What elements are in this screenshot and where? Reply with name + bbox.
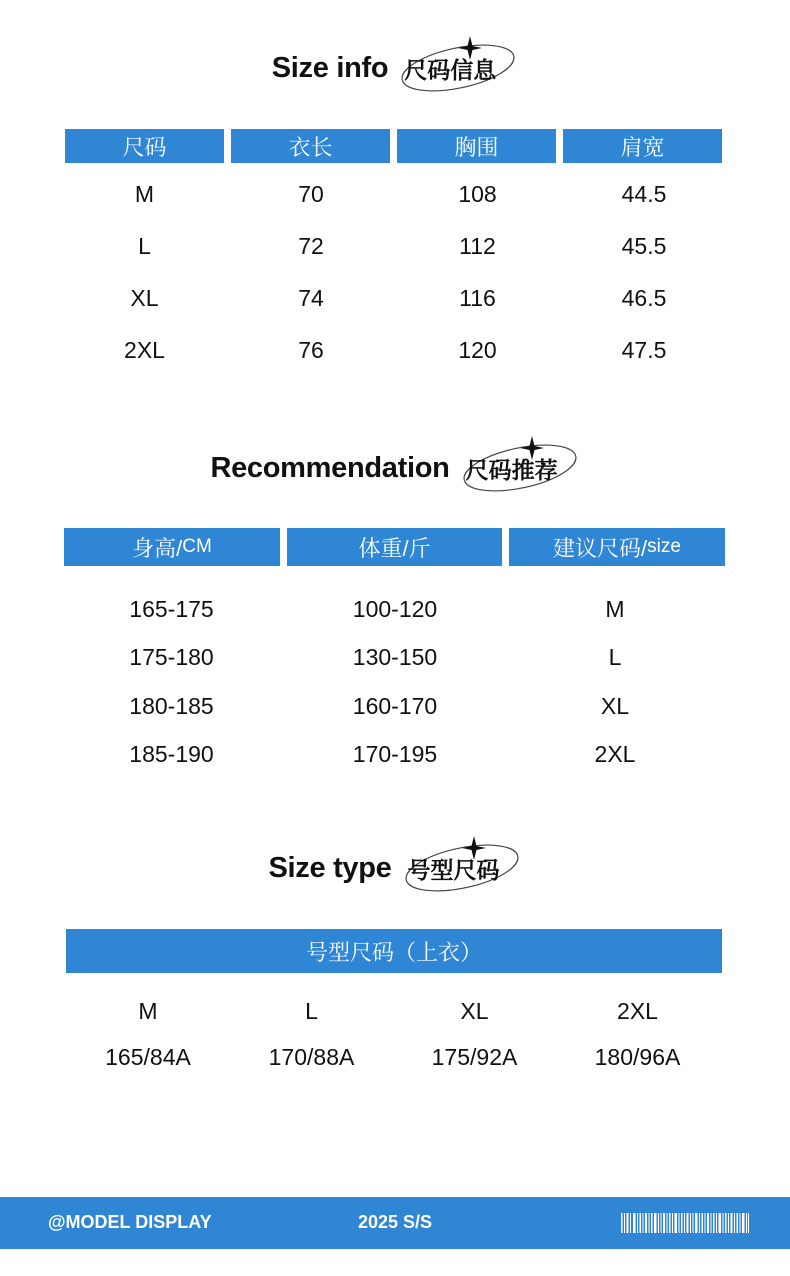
barcode-icon — [621, 1213, 749, 1233]
table-cell: 116 — [459, 284, 496, 311]
table-cell: 46.5 — [621, 284, 667, 311]
recommendation-title-zh: 尺码推荐 — [465, 456, 558, 483]
size-type-title-zh-wrap — [404, 836, 522, 900]
table-cell: 185-190 — [129, 741, 214, 768]
footer-season: 2025 S/S — [357, 1212, 433, 1232]
recommendation-title-en: Recommendation — [210, 451, 450, 484]
size-info-table — [61, 168, 727, 376]
table-cell: 74 — [298, 284, 324, 311]
header-unit: CM — [182, 536, 212, 557]
table-row — [61, 168, 727, 220]
size-type-header — [66, 929, 722, 973]
table-row — [64, 585, 719, 634]
table-row — [66, 1034, 719, 1080]
table-cell: 130-150 — [352, 644, 438, 671]
table-cell: L — [608, 644, 622, 671]
size-info-title-zh-wrap — [400, 36, 518, 100]
table-cell: 2XL — [594, 741, 636, 768]
table-cell: 165/84A — [105, 1043, 191, 1070]
table-cell: 100-120 — [352, 595, 438, 622]
table-cell: XL — [600, 692, 630, 719]
size-info-title-en: Size info — [271, 51, 389, 84]
table-cell: 76 — [298, 336, 324, 363]
recommendation-title — [0, 436, 790, 500]
table-cell: 180-185 — [129, 692, 214, 719]
header-text: 体重/斤 — [358, 535, 431, 561]
table-cell: L — [138, 232, 151, 259]
table-cell: 2XL — [617, 997, 658, 1024]
table-row — [61, 272, 727, 324]
size-type-title — [0, 836, 790, 900]
header-text: 建议尺码/ — [553, 535, 648, 561]
table-cell: M — [605, 595, 625, 622]
recommendation-header-cell — [287, 528, 502, 566]
table-row — [64, 731, 719, 780]
size-info-title-zh: 尺码信息 — [404, 56, 497, 83]
size-info-header-cell: 肩宽 — [563, 129, 722, 163]
table-row — [61, 324, 727, 376]
table-row — [66, 988, 719, 1034]
table-cell: XL — [130, 284, 159, 311]
size-info-header-cell: 尺码 — [65, 129, 224, 163]
recommendation-header — [64, 528, 725, 566]
table-cell: 170-195 — [352, 741, 438, 768]
table-cell: 72 — [298, 232, 324, 259]
size-info-title — [0, 36, 790, 100]
size-type-table — [66, 988, 719, 1080]
table-cell: XL — [460, 997, 489, 1024]
table-row — [64, 634, 719, 683]
table-cell: 70 — [298, 180, 324, 207]
footer-bar — [0, 1197, 790, 1249]
table-cell: 112 — [459, 232, 496, 259]
table-cell: 120 — [458, 336, 497, 363]
table-cell: 170/88A — [268, 1043, 355, 1070]
table-cell: 108 — [458, 180, 497, 207]
recommendation-header-cell — [509, 528, 725, 566]
table-cell: 175-180 — [129, 644, 214, 671]
table-cell: 160-170 — [352, 692, 438, 719]
recommendation-title-zh-wrap — [462, 436, 580, 500]
table-cell: 165-175 — [129, 595, 214, 622]
table-cell: 45.5 — [621, 232, 667, 259]
size-type-header-cell: 号型尺码（上衣） — [66, 929, 722, 973]
table-cell: 175/92A — [431, 1043, 518, 1070]
table-cell: 2XL — [124, 336, 165, 363]
table-cell: 44.5 — [621, 180, 667, 207]
table-row — [61, 220, 727, 272]
table-cell: 47.5 — [621, 336, 667, 363]
size-info-header — [65, 129, 722, 163]
size-type-title-zh: 号型尺码 — [407, 856, 500, 883]
table-cell: 180/96A — [594, 1043, 681, 1070]
size-type-title-en: Size type — [268, 851, 392, 884]
header-text: 身高/ — [132, 535, 183, 561]
recommendation-header-cell — [64, 528, 280, 566]
recommendation-table — [64, 585, 719, 779]
table-cell: M — [134, 180, 155, 207]
table-cell: M — [138, 997, 158, 1024]
header-unit: size — [647, 536, 681, 557]
footer-model-display: @MODEL DISPLAY — [48, 1212, 212, 1232]
size-info-header-cell: 衣长 — [231, 129, 390, 163]
size-info-header-cell: 胸围 — [397, 129, 556, 163]
table-row — [64, 682, 719, 731]
table-cell: L — [305, 997, 318, 1024]
